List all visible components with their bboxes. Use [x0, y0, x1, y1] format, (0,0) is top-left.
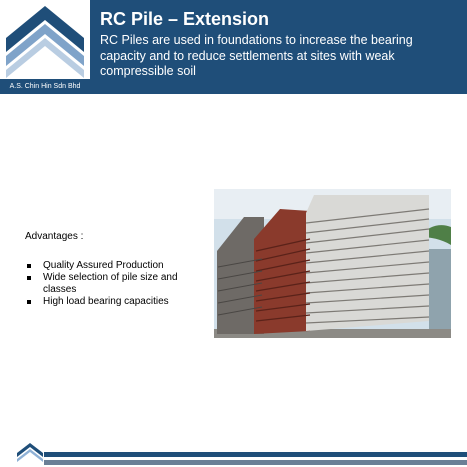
advantages-title: Advantages : — [25, 231, 84, 242]
advantage-item: Quality Assured Production — [25, 260, 203, 272]
slide-header — [0, 0, 467, 94]
rc-pile-stack-photo — [214, 189, 451, 338]
company-logo-icon — [4, 4, 86, 78]
footer-bar-secondary — [44, 460, 467, 465]
company-name: A.S. Chin Hin Sdn Bhd — [0, 79, 90, 94]
slide-subtitle: RC Piles are used in foundations to increase the bearing capacity and to reduce settlements at sites with weak compressible soil — [100, 33, 413, 78]
footer-bar — [44, 452, 467, 457]
advantages-list — [25, 260, 203, 308]
footer-logo-icon — [16, 442, 44, 464]
slide-title: RC Pile – Extension — [100, 9, 270, 29]
logo — [0, 0, 90, 94]
advantage-item: Wide selection of pile size and classes — [25, 272, 203, 296]
advantage-item: High load bearing capacities — [25, 296, 203, 308]
advantages-section — [25, 231, 203, 308]
